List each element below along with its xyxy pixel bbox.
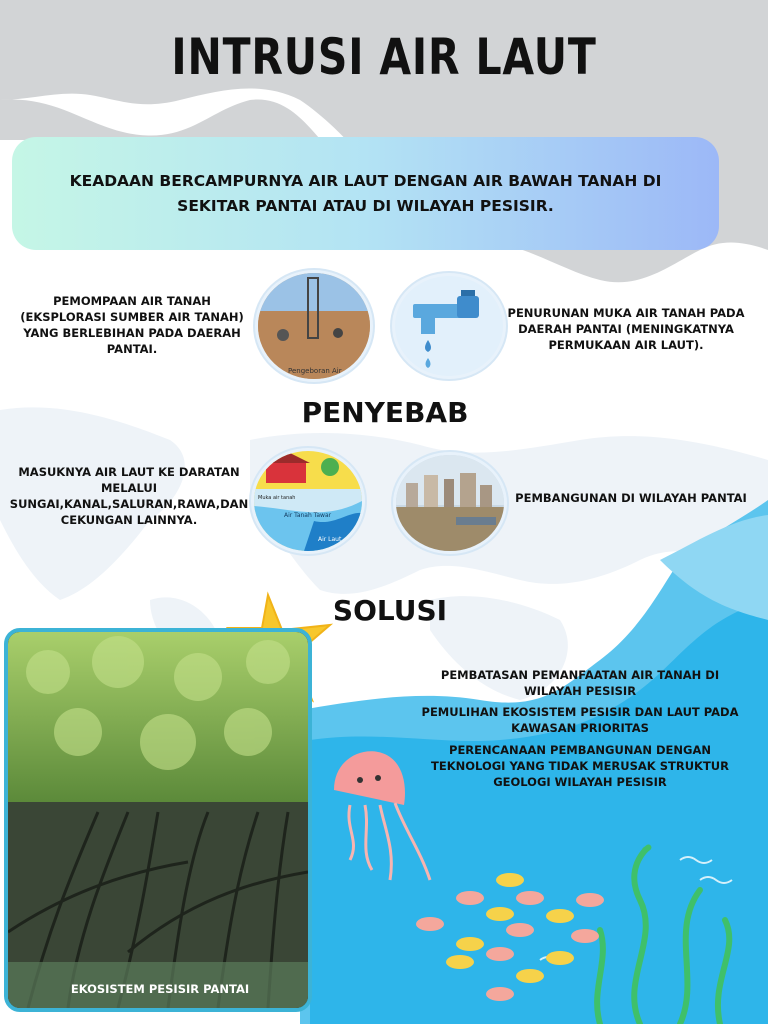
penyebab-heading: PENYEBAB (301, 396, 469, 429)
intrusion-diagram (251, 448, 365, 554)
solusi-heading: SOLUSI (332, 594, 448, 627)
drilling-caption: Pengeboran Air (288, 367, 342, 375)
solution-item-2: PEMULIHAN EKOSISTEM PESISIR DAN LAUT PADA KAWASAN PRIORITAS (421, 705, 739, 735)
mangrove-photo (4, 628, 312, 1012)
drilling-photo (255, 270, 373, 382)
diagram-label-freshwater: Air Tanah Tawar (284, 512, 332, 519)
cause-item-4: PEMBANGUNAN DI WILAYAH PANTAI (515, 491, 747, 505)
definition-text: KEADAAN BERCAMPURNYA AIR LAUT DENGAN AIR BAWAH TANAH DI SEKITAR PANTAI ATAU DI WILAYAH PESISIR. (69, 171, 662, 215)
photo-caption: EKOSISTEM PESISIR PANTAI (70, 982, 250, 996)
solution-item-3: PERENCANAAN PEMBANGUNAN DENGAN TEKNOLOGI YANG TIDAK MERUSAK STRUKTUR GEOLOGI WILAYAH PESISIR (431, 743, 729, 789)
solution-item-1: PEMBATASAN PEMANFAATAN AIR TANAH DI WILAYAH PESISIR (440, 668, 720, 698)
cause-item-3: MASUKNYA AIR LAUT KE DARATAN MELALUI SUNGAI,KANAL,SALURAN,RAWA,DAN CEKUNGAN LAINNYA. (9, 465, 249, 527)
coastal-city-photo (393, 452, 507, 554)
diagram-label-seawater: Air Laut (318, 536, 342, 543)
cause-item-1: PEMOMPAAN AIR TANAH (EKSPLORASI SUMBER AIR TANAH) YANG BERLEBIHAN PADA DAERAH PANTAI. (20, 294, 244, 356)
definition-box (12, 137, 719, 250)
page-title: INTRUSI AIR LAUT (171, 28, 597, 86)
faucet-icon (392, 273, 506, 379)
cause-item-2: PENURUNAN MUKA AIR TANAH PADA DAERAH PANTAI (MENINGKATNYA PERMUKAAN AIR LAUT). (507, 306, 745, 352)
diagram-label-water-table: Muka air tanah (258, 495, 296, 501)
